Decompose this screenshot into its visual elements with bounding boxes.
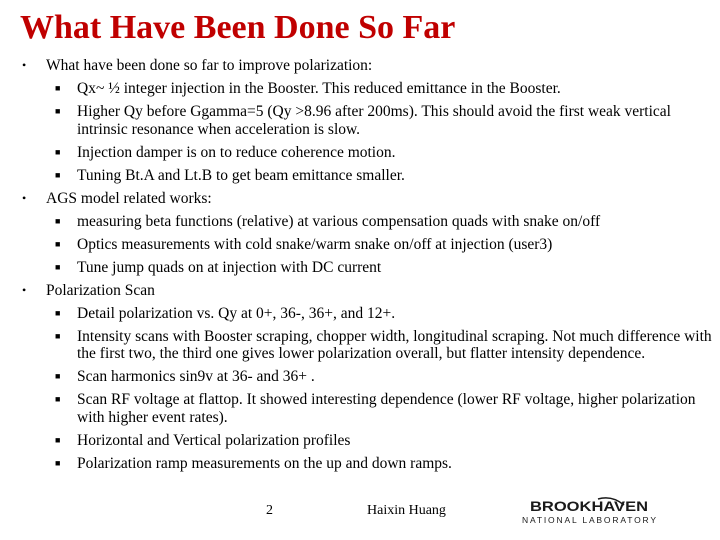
- list-item-text: Tune jump quads on at injection with DC current: [77, 258, 382, 276]
- list-item: [46, 236, 716, 254]
- bullet-icon: ■: [55, 215, 61, 226]
- list-item: [46, 103, 716, 138]
- logo-bottom-text: NATIONAL LABORATORY: [522, 515, 656, 525]
- author-name: Haixin Huang: [367, 503, 446, 518]
- bullet-icon: ■: [55, 394, 61, 404]
- bullet-icon: ■: [55, 238, 61, 249]
- list-item-text: measuring beta functions (relative) at various compensation quads with snake on/off: [77, 212, 601, 230]
- list-item: [46, 432, 716, 450]
- bullet-icon: ■: [55, 146, 61, 157]
- list-item-text: Injection damper is on to reduce coherence motion.: [77, 143, 396, 161]
- sub-list: [46, 213, 716, 277]
- bullet-icon: •: [22, 282, 27, 297]
- bullet-icon: •: [22, 190, 27, 205]
- bullet-icon: ■: [55, 330, 61, 341]
- list-item: [46, 259, 716, 277]
- list-item-text: Polarization ramp measurements on the up and down ramps.: [77, 454, 452, 472]
- list-item: [46, 328, 716, 363]
- section-improvements: [22, 57, 716, 184]
- list-item: [46, 213, 716, 231]
- brookhaven-logo: [520, 497, 660, 527]
- bullet-icon: ■: [55, 106, 61, 116]
- list-item-text: Intensity scans with Booster scraping, chopper width, longitudinal scraping. Not much difference with the first two, the third one gives lower polarization overall, but flatter intensity dependence.: [77, 327, 712, 362]
- list-item: [46, 167, 716, 185]
- list-item-text: Higher Qy before Ggamma=5 (Qy >8.96 after 200ms). This should avoid the first weak vertical intrinsic resonance when acceleration is slow.: [77, 103, 671, 138]
- list-item: [46, 144, 716, 162]
- section-heading: AGS model related works:: [46, 189, 212, 207]
- section-heading: Polarization Scan: [46, 281, 155, 299]
- sub-list: [46, 80, 716, 184]
- bullet-icon: ■: [55, 457, 61, 468]
- bullet-icon: ■: [55, 434, 61, 445]
- bullet-icon: •: [22, 58, 27, 72]
- bullet-icon: ■: [55, 169, 61, 180]
- logo-top-text: BROOKHAVEN: [530, 498, 648, 514]
- list-item: [46, 305, 716, 323]
- bullet-icon: ■: [55, 261, 61, 272]
- bullet-icon: ■: [55, 83, 61, 93]
- page-number: 2: [266, 503, 273, 518]
- list-item-text: Scan harmonics sin9v at 36- and 36+ .: [77, 368, 315, 385]
- section-polarization-scan: [22, 282, 716, 473]
- list-item-text: Horizontal and Vertical polarization profiles: [77, 431, 351, 449]
- list-item: [46, 80, 716, 98]
- list-item-text: Optics measurements with cold snake/warm snake on/off at injection (user3): [77, 235, 553, 253]
- list-item-text: Detail polarization vs. Qy at 0+, 36-, 36+, and 12+.: [77, 304, 396, 322]
- section-ags-model: [22, 190, 716, 277]
- slide-title: What Have Been Done So Far: [20, 9, 456, 46]
- section-heading: What have been done so far to improve polarization:: [46, 57, 373, 74]
- slide-content: [22, 57, 716, 478]
- list-item: [46, 391, 716, 426]
- bullet-icon: ■: [55, 307, 61, 318]
- list-item: [46, 368, 716, 386]
- bullet-icon: ■: [55, 371, 61, 381]
- list-item-text: Scan RF voltage at flattop. It showed interesting dependence (lower RF voltage, higher polarization with higher event rates).: [77, 391, 696, 426]
- list-item: [46, 455, 716, 473]
- sub-list: [46, 305, 716, 473]
- list-item-text: Qx~ ½ integer injection in the Booster. This reduced emittance in the Booster.: [77, 80, 561, 97]
- list-item-text: Tuning Bt.A and Lt.B to get beam emittance smaller.: [77, 166, 405, 184]
